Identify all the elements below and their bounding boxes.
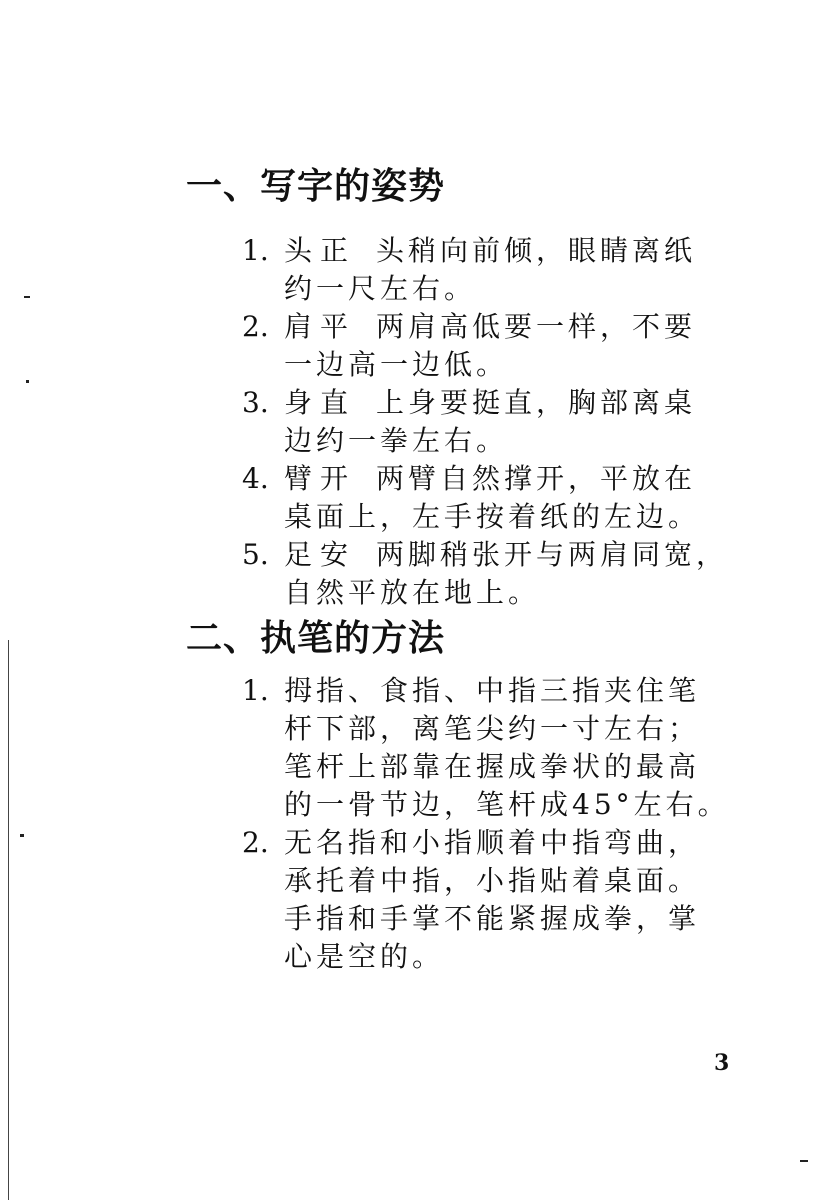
section-title-pen-holding: 二、执笔的方法: [186, 618, 446, 659]
item-text: 自然平放在地上。: [284, 576, 541, 609]
item-text: 边约一拳左右。: [284, 424, 509, 457]
section-title-posture: 一、写字的姿势: [186, 166, 446, 207]
list-item: [242, 460, 762, 536]
item-text: 笔杆上部靠在握成拳状的最高: [284, 750, 701, 783]
item-head: 足安: [284, 538, 357, 571]
item-text: 头稍向前倾，眼睛离纸: [376, 234, 697, 267]
list-item: [242, 536, 762, 612]
item-number: 3.: [242, 386, 269, 419]
item-text: 无名指和小指顺着中指弯曲，: [284, 826, 701, 859]
item-head: 肩平: [284, 310, 357, 343]
item-text: 两臂自然撑开，平放在: [376, 462, 697, 495]
list-item: [242, 308, 762, 384]
item-head: 臂开: [284, 462, 357, 495]
item-number: 1.: [242, 234, 269, 267]
item-text: 手指和手掌不能紧握成拳，掌: [284, 902, 701, 935]
item-head: 头正: [284, 234, 357, 267]
item-text: 两肩高低要一样，不要: [376, 310, 697, 343]
item-text: 约一尺左右。: [284, 272, 477, 305]
scan-speck: [20, 834, 24, 837]
page-number: 3: [714, 1050, 730, 1076]
item-text: 杆下部，离笔尖约一寸左右；: [284, 712, 701, 745]
list-item: [242, 824, 762, 976]
item-text: 两脚稍张开与两肩同宽，: [376, 538, 729, 571]
scan-edge-line: [8, 640, 9, 1200]
scan-speck: [24, 296, 30, 298]
item-number: 1.: [242, 674, 269, 707]
item-text: 上身要挺直，胸部离桌: [376, 386, 697, 419]
pen-holding-list: [242, 672, 762, 976]
item-text: 桌面上，左手按着纸的左边。: [284, 500, 701, 533]
item-text: 一边高一边低。: [284, 348, 509, 381]
list-item: [242, 384, 762, 460]
item-text: 拇指、食指、中指三指夹住笔: [284, 674, 701, 707]
item-number: 4.: [242, 462, 269, 495]
list-item: [242, 232, 762, 308]
scan-speck: [800, 1160, 808, 1162]
list-item: [242, 672, 762, 824]
item-text: 的一骨节边，笔杆成45°左右。: [284, 788, 730, 821]
scan-speck: [26, 380, 29, 383]
item-number: 2.: [242, 310, 269, 343]
item-number: 5.: [242, 538, 269, 571]
item-text: 心是空的。: [284, 940, 445, 973]
item-text: 承托着中指，小指贴着桌面。: [284, 864, 701, 897]
item-number: 2.: [242, 826, 269, 859]
item-head: 身直: [284, 386, 357, 419]
posture-list: [242, 232, 762, 612]
